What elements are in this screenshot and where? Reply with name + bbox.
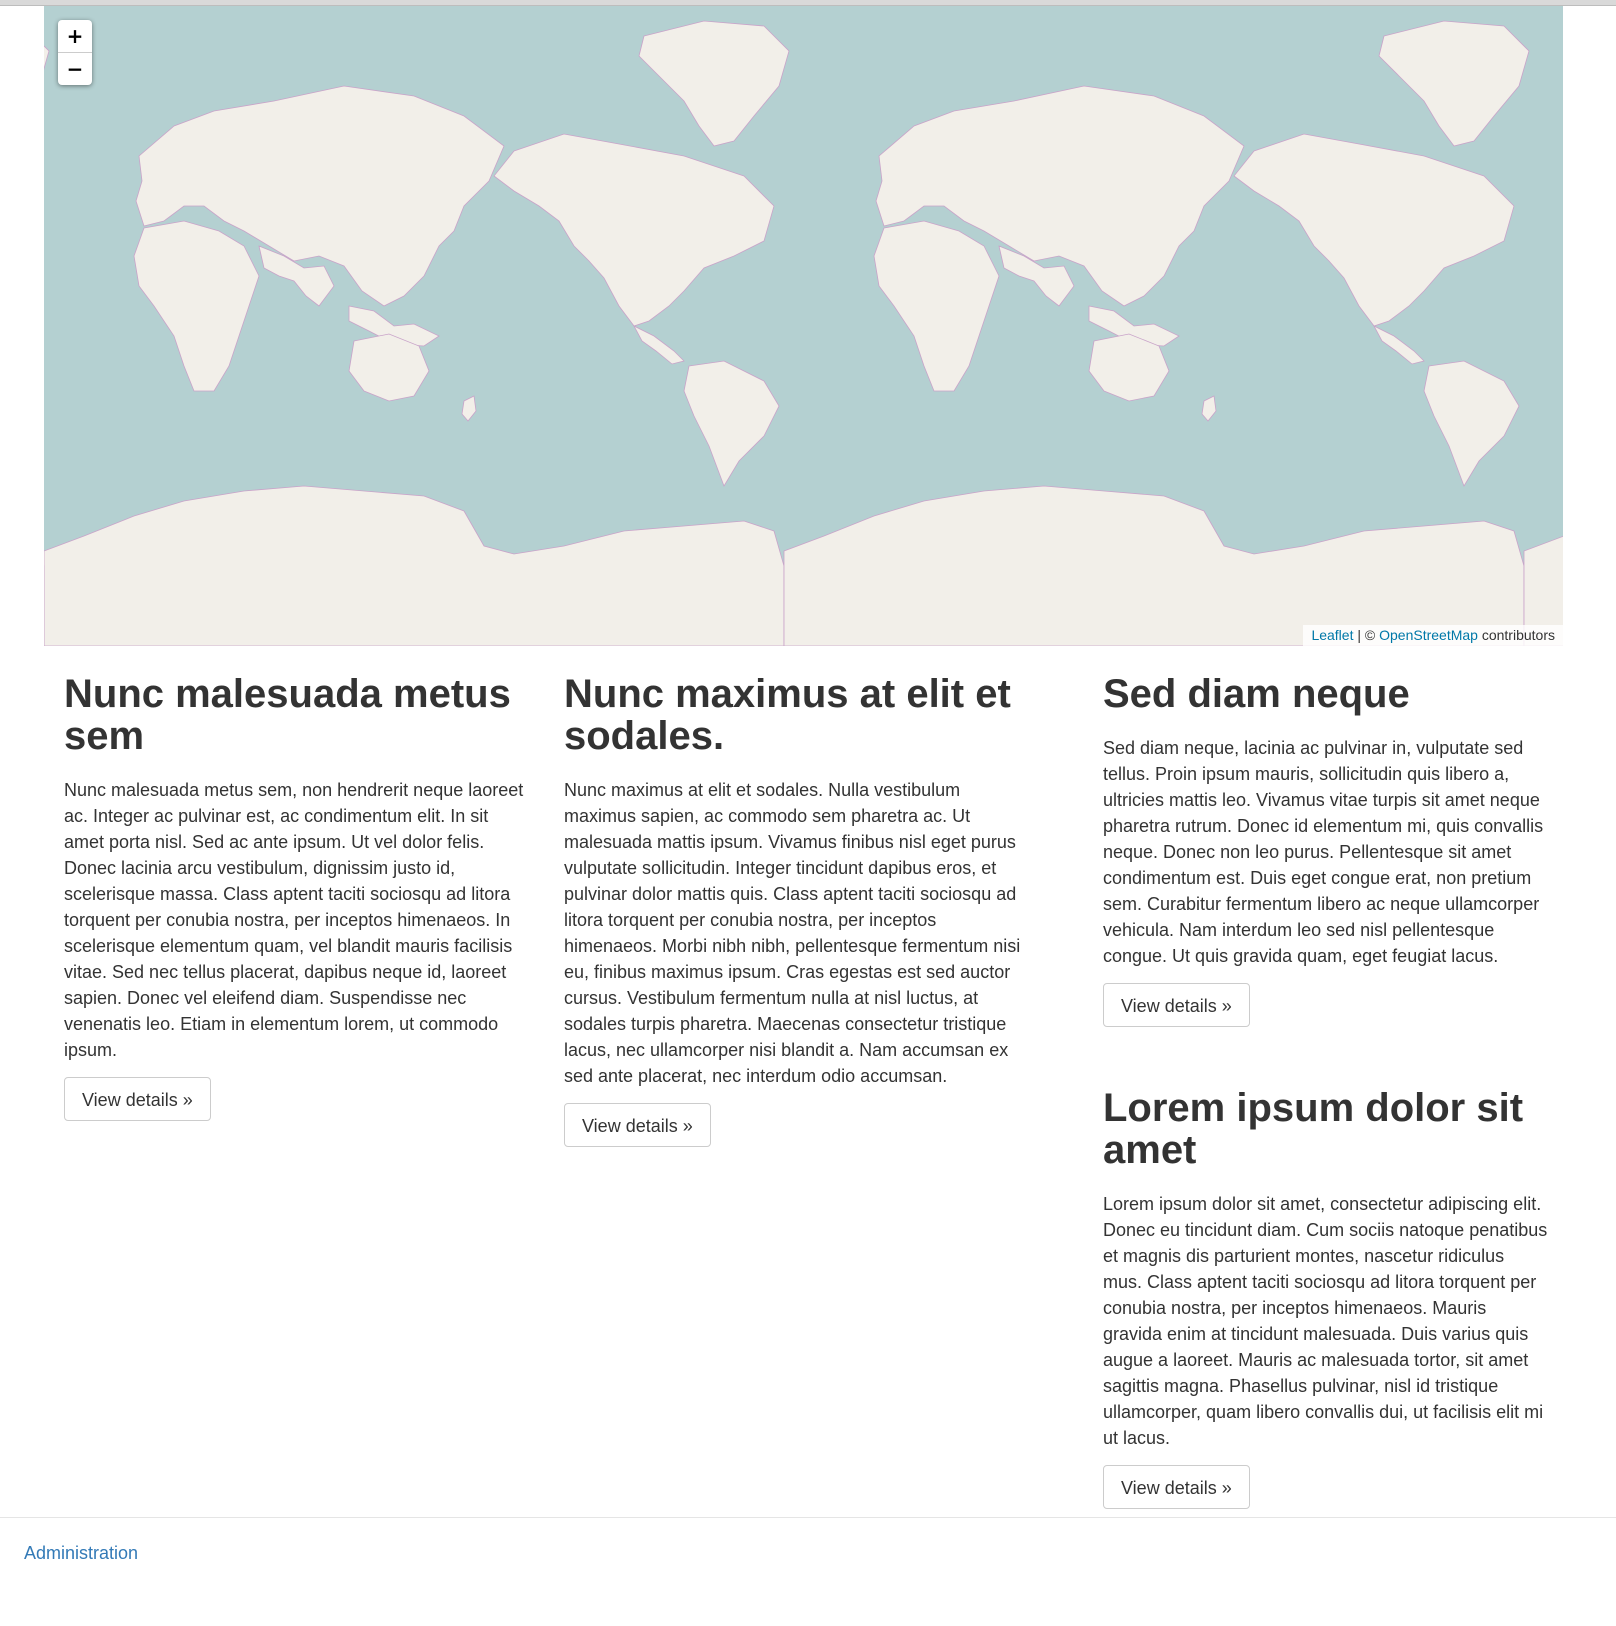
column-1-view-details-button[interactable]: View details » bbox=[64, 1077, 211, 1121]
attribution-suffix: contributors bbox=[1477, 627, 1555, 643]
zoom-control bbox=[58, 20, 92, 85]
column-1 bbox=[64, 673, 526, 1121]
column-2-title: Nunc maximus at elit et sodales. bbox=[564, 672, 1011, 758]
column-3-body: Sed diam neque, lacinia ac pulvinar in, vulputate sed tellus. Proin ipsum mauris, sollicitudin quis libero a, ultricies mattis leo. Vivamus vitae turpis sit amet neque pharetra rutrum. Donec id elementum mi, quis convallis neque. Donec non leo purus. Pellentesque sit amet condimentum est. Duis eget congue erat, non pretium sem. Curabitur fermentum libero ac neque ullamcorper vehicula. Nam interdum leo sed nisl pellentesque congue. Ut quis gravida quam, eget feugiat lacus. bbox=[1103, 738, 1544, 966]
zoom-in-button[interactable]: + bbox=[66, 24, 84, 48]
column-1-title: Nunc malesuada metus sem bbox=[64, 672, 511, 758]
column-1-body: Nunc malesuada metus sem, non hendrerit neque laoreet ac. Integer ac pulvinar est, ac condimentum elit. In sit amet porta nisl. Sed ac ante ipsum. Ut vel dolor felis. Donec lacinia arcu vestibulum, dignissim justo id, scelerisque massa. Class aptent taciti sociosqu ad litora torquent per conubia nostra, per inceptos himenaeos. In scelerisque elementum quam, vel blandit mauris facilisis vitae. Sed nec tellus placerat, dapibus neque id, laoreet sapien. Donec vel eleifend diam. Suspendisse nec venenatis leo. Etiam in elementum lorem, ut commodo ipsum. bbox=[64, 780, 524, 1060]
column-4-title: Lorem ipsum dolor sit amet bbox=[1103, 1086, 1524, 1172]
column-4-body: Lorem ipsum dolor sit amet, consectetur adipiscing elit. Donec eu tincidunt diam. Cum sociis natoque penatibus et magnis dis parturient montes, nascetur ridiculus mus. Class aptent taciti sociosqu ad litora torquent per conubia nostra, per inceptos himenaeos. Mauris gravida enim at tincidunt malesuada. Duis varius quis augue a laoreet. Mauris ac malesuada tortor, sit amet sagittis magna. Phasellus pulvinar, nisl id tristique ullamcorper, quam libero convallis dui, ut facilisis elit mi ut lacus. bbox=[1103, 1194, 1548, 1448]
column-3 bbox=[1103, 673, 1548, 1027]
world-map[interactable] bbox=[44, 6, 1563, 646]
column-3-title: Sed diam neque bbox=[1103, 672, 1410, 716]
map-tiles bbox=[44, 6, 1563, 646]
column-3-view-details-button[interactable]: View details » bbox=[1103, 983, 1250, 1027]
column-4-view-details-button[interactable]: View details » bbox=[1103, 1465, 1250, 1509]
openstreetmap-link[interactable]: OpenStreetMap bbox=[1379, 627, 1478, 643]
footer-divider bbox=[0, 1517, 1616, 1518]
column-4 bbox=[1103, 1087, 1548, 1509]
leaflet-link[interactable]: Leaflet bbox=[1311, 627, 1354, 643]
column-2-view-details-button[interactable]: View details » bbox=[564, 1103, 711, 1147]
column-2 bbox=[564, 673, 1024, 1147]
zoom-out-button[interactable]: − bbox=[58, 52, 92, 85]
administration-link[interactable]: Administration bbox=[24, 1543, 139, 1563]
attribution-separator: | © bbox=[1353, 627, 1380, 643]
column-2-body: Nunc maximus at elit et sodales. Nulla vestibulum maximus sapien, ac commodo sem pharetra ac. Ut malesuada mattis ipsum. Vivamus finibus nisl eget purus vulputate sollicitudin. Integer tincidunt dapibus eros, et pulvinar dolor mattis quis. Class aptent taciti sociosqu ad litora torquent per conubia nostra, per inceptos himenaeos. Morbi nibh nibh, pellentesque fermentum nisi eu, finibus maximus ipsum. Cras egestas est sed auctor cursus. Vestibulum fermentum nulla at nisl luctus, at sodales turpis pharetra. Maecenas consectetur tristique lacus, nec ullamcorper nisi blandit a. Nam accumsan ex sed ante placerat, nec interdum odio accumsan. bbox=[564, 780, 1021, 1086]
map-attribution bbox=[1303, 625, 1563, 646]
